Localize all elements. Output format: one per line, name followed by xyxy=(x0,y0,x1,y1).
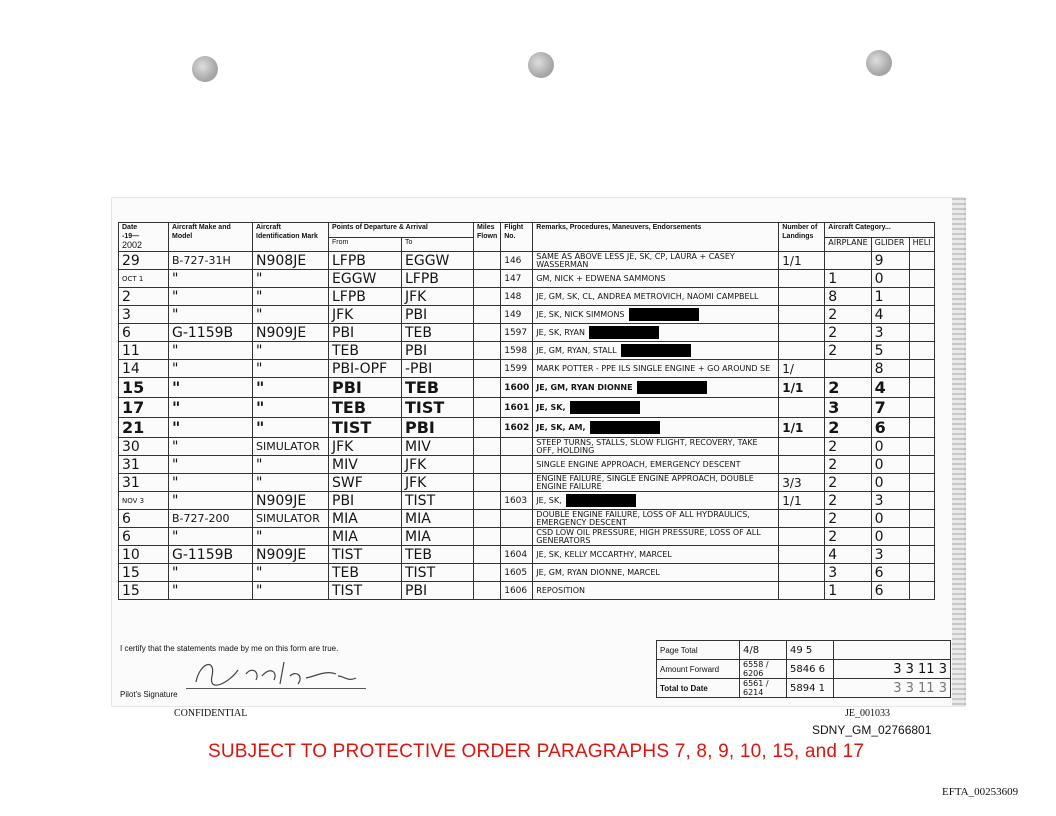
redaction-bar xyxy=(570,401,640,414)
log-miles xyxy=(474,492,501,510)
log-aircraft-make: " xyxy=(169,492,253,510)
log-heli xyxy=(909,474,934,492)
sheet-edge xyxy=(952,198,966,706)
log-row xyxy=(119,418,935,438)
log-landings: 1/1 xyxy=(779,378,825,398)
log-flight-no: 1606 xyxy=(501,582,533,600)
log-aircraft-make: " xyxy=(169,474,253,492)
log-heli xyxy=(909,582,934,600)
log-landings xyxy=(779,528,825,546)
log-remarks: JE, SK, RYAN xyxy=(533,324,779,342)
log-remarks: DOUBLE ENGINE FAILURE, LOSS OF ALL HYDRAULICS, EMERGENCY DESCENT xyxy=(533,510,779,528)
log-to: PBI xyxy=(402,342,474,360)
log-flight-no: 147 xyxy=(501,270,533,288)
log-flight-no: 1600 xyxy=(501,378,533,398)
log-to: TEB xyxy=(402,378,474,398)
log-miles xyxy=(474,528,501,546)
log-aircraft-make: " xyxy=(169,582,253,600)
log-ident-mark: " xyxy=(253,564,329,582)
log-from: TEB xyxy=(329,342,402,360)
log-airplane-tenths: 6 xyxy=(871,582,909,600)
log-landings xyxy=(779,306,825,324)
from-header: From xyxy=(329,237,402,252)
log-aircraft-make: " xyxy=(169,418,253,438)
log-from: TEB xyxy=(329,398,402,418)
log-airplane-hours: 3 xyxy=(825,564,871,582)
log-remarks: JE, GM, SK, CL, ANDREA METROVICH, NAOMI CAMPBELL xyxy=(533,288,779,306)
log-remarks: STEEP TURNS, STALLS, SLOW FLIGHT, RECOVERY, TAKE OFF, HOLDING xyxy=(533,438,779,456)
log-remarks: ENGINE FAILURE, SINGLE ENGINE APPROACH, DOUBLE ENGINE FAILURE xyxy=(533,474,779,492)
log-airplane-hours: 4 xyxy=(825,546,871,564)
log-flight-no: 1603 xyxy=(501,492,533,510)
log-airplane-hours xyxy=(825,252,871,270)
log-date: 3 xyxy=(119,306,169,324)
log-remarks: CSD LOW OIL PRESSURE, HIGH PRESSURE, LOSS OF ALL GENERATORS xyxy=(533,528,779,546)
log-ident-mark: " xyxy=(253,342,329,360)
log-from: PBI xyxy=(329,324,402,342)
log-row xyxy=(119,288,935,306)
log-aircraft-make: " xyxy=(169,306,253,324)
log-from: JFK xyxy=(329,438,402,456)
log-to: PBI xyxy=(402,306,474,324)
log-heli xyxy=(909,270,934,288)
log-to: JFK xyxy=(402,456,474,474)
log-ident-mark: SIMULATOR xyxy=(253,438,329,456)
log-from: LFPB xyxy=(329,288,402,306)
log-date: 17 xyxy=(119,398,169,418)
log-miles xyxy=(474,252,501,270)
log-heli xyxy=(909,456,934,474)
log-flight-no xyxy=(501,510,533,528)
punch-hole-middle xyxy=(528,52,554,78)
log-aircraft-make: B-727-200 xyxy=(169,510,253,528)
log-heli xyxy=(909,418,934,438)
redaction-bar xyxy=(590,421,660,434)
log-heli xyxy=(909,378,934,398)
log-row xyxy=(119,252,935,270)
log-row xyxy=(119,474,935,492)
log-from: TIST xyxy=(329,582,402,600)
log-flight-no: 1602 xyxy=(501,418,533,438)
log-row xyxy=(119,342,935,360)
log-airplane-hours: 8 xyxy=(825,288,871,306)
log-landings xyxy=(779,324,825,342)
log-date: 14 xyxy=(119,360,169,378)
log-heli xyxy=(909,324,934,342)
log-date: 30 xyxy=(119,438,169,456)
log-miles xyxy=(474,270,501,288)
log-heli xyxy=(909,306,934,324)
certify-text: I certify that the statements made by me on this form are true. xyxy=(120,644,339,653)
punch-hole-right xyxy=(866,50,892,76)
log-landings: 1/ xyxy=(779,360,825,378)
log-date: OCT 1 xyxy=(119,270,169,288)
log-aircraft-make: G-1159B xyxy=(169,546,253,564)
log-heli xyxy=(909,398,934,418)
log-airplane-tenths: 1 xyxy=(871,288,909,306)
log-landings: 1/1 xyxy=(779,252,825,270)
log-remarks: JE, GM, RYAN, STALL xyxy=(533,342,779,360)
miles-header: Miles Flown xyxy=(474,223,501,252)
log-airplane-hours: 2 xyxy=(825,438,871,456)
log-ident-mark: " xyxy=(253,270,329,288)
log-miles xyxy=(474,474,501,492)
log-ident-mark: N909JE xyxy=(253,492,329,510)
log-airplane-hours: 1 xyxy=(825,270,871,288)
log-aircraft-make: " xyxy=(169,378,253,398)
log-date: 6 xyxy=(119,324,169,342)
log-row xyxy=(119,546,935,564)
log-from: TIST xyxy=(329,418,402,438)
log-to: LFPB xyxy=(402,270,474,288)
log-landings xyxy=(779,438,825,456)
log-landings xyxy=(779,564,825,582)
log-airplane-hours: 2 xyxy=(825,492,871,510)
log-flight-no: 1601 xyxy=(501,398,533,418)
log-landings xyxy=(779,288,825,306)
log-heli xyxy=(909,288,934,306)
log-aircraft-make: " xyxy=(169,398,253,418)
log-remarks: JE, GM, RYAN DIONNE, MARCEL xyxy=(533,564,779,582)
je-number: JE_001033 xyxy=(845,708,890,719)
log-to: TIST xyxy=(402,492,474,510)
log-flight-no xyxy=(501,456,533,474)
log-airplane-hours: 2 xyxy=(825,528,871,546)
log-remarks: JE, SK, NICK SIMMONS xyxy=(533,306,779,324)
log-remarks: SINGLE ENGINE APPROACH, EMERGENCY DESCENT xyxy=(533,456,779,474)
log-from: JFK xyxy=(329,306,402,324)
log-date: NOV 3 xyxy=(119,492,169,510)
log-to: MIV xyxy=(402,438,474,456)
flight-log-table xyxy=(118,222,935,600)
log-airplane-tenths: 6 xyxy=(871,564,909,582)
log-airplane-hours: 2 xyxy=(825,456,871,474)
log-miles xyxy=(474,378,501,398)
log-miles xyxy=(474,418,501,438)
log-flight-no: 148 xyxy=(501,288,533,306)
category-header: Aircraft Category... xyxy=(825,223,934,238)
log-heli xyxy=(909,438,934,456)
make-header: Aircraft Make and Model xyxy=(169,223,253,252)
log-ident-mark: " xyxy=(253,528,329,546)
log-remarks: GM, NICK + EDWENA SAMMONS xyxy=(533,270,779,288)
log-airplane-tenths: 3 xyxy=(871,324,909,342)
log-from: PBI xyxy=(329,492,402,510)
page-total-row: Page Total 4/8 49 5 xyxy=(657,641,951,660)
log-miles xyxy=(474,306,501,324)
log-heli xyxy=(909,510,934,528)
log-date: 15 xyxy=(119,378,169,398)
log-airplane-hours: 2 xyxy=(825,510,871,528)
log-ident-mark: " xyxy=(253,456,329,474)
log-miles xyxy=(474,564,501,582)
log-from: MIV xyxy=(329,456,402,474)
log-row xyxy=(119,360,935,378)
log-from: TIST xyxy=(329,546,402,564)
log-airplane-hours xyxy=(825,360,871,378)
log-airplane-tenths: 4 xyxy=(871,378,909,398)
log-row xyxy=(119,510,935,528)
log-date: 6 xyxy=(119,510,169,528)
ident-header: Aircraft Identification Mark xyxy=(253,223,329,252)
log-row xyxy=(119,528,935,546)
points-header: Points of Departure & Arrival xyxy=(329,223,474,238)
log-date: 11 xyxy=(119,342,169,360)
log-remarks: SAME AS ABOVE LESS JE, SK, CP, LAURA + CASEY WASSERMAN xyxy=(533,252,779,270)
punch-hole-left xyxy=(192,56,218,82)
log-to: MIA xyxy=(402,510,474,528)
redaction-bar xyxy=(629,308,699,321)
log-to: JFK xyxy=(402,474,474,492)
log-miles xyxy=(474,510,501,528)
log-date: 31 xyxy=(119,474,169,492)
log-miles xyxy=(474,456,501,474)
log-ident-mark: " xyxy=(253,418,329,438)
log-row xyxy=(119,398,935,418)
log-aircraft-make: " xyxy=(169,564,253,582)
log-landings xyxy=(779,510,825,528)
log-date: 2 xyxy=(119,288,169,306)
log-airplane-tenths: 0 xyxy=(871,528,909,546)
log-flight-no xyxy=(501,474,533,492)
log-aircraft-make: G-1159B xyxy=(169,324,253,342)
total-to-date-row: Total to Date 6561 / 6214 5894 1 3 3 11 3 xyxy=(657,679,951,698)
log-date: 10 xyxy=(119,546,169,564)
log-flight-no: 1598 xyxy=(501,342,533,360)
log-airplane-hours: 2 xyxy=(825,418,871,438)
date-header: Date -19— 2002 xyxy=(119,223,169,252)
redaction-bar xyxy=(637,381,707,394)
log-landings: 1/1 xyxy=(779,418,825,438)
log-airplane-tenths: 5 xyxy=(871,342,909,360)
log-airplane-tenths: 8 xyxy=(871,360,909,378)
log-ident-mark: " xyxy=(253,378,329,398)
log-ident-mark: " xyxy=(253,582,329,600)
log-heli xyxy=(909,360,934,378)
log-to: TEB xyxy=(402,324,474,342)
log-from: MIA xyxy=(329,510,402,528)
log-airplane-tenths: 9 xyxy=(871,252,909,270)
redaction-bar xyxy=(566,494,636,507)
log-to: TIST xyxy=(402,398,474,418)
log-flight-no: 1604 xyxy=(501,546,533,564)
landings-header: Number of Landings xyxy=(779,223,825,252)
log-aircraft-make: " xyxy=(169,456,253,474)
log-airplane-hours: 2 xyxy=(825,378,871,398)
log-row xyxy=(119,564,935,582)
pilot-signature xyxy=(186,652,366,689)
log-to: PBI xyxy=(402,418,474,438)
log-airplane-hours: 2 xyxy=(825,306,871,324)
flight-header: Flight No. xyxy=(501,223,533,252)
log-row xyxy=(119,378,935,398)
redaction-bar xyxy=(589,326,659,339)
log-flight-no: 146 xyxy=(501,252,533,270)
log-ident-mark: " xyxy=(253,288,329,306)
log-date: 29 xyxy=(119,252,169,270)
log-heli xyxy=(909,528,934,546)
glider-header: GLIDER xyxy=(871,237,909,252)
log-landings xyxy=(779,456,825,474)
log-from: MIA xyxy=(329,528,402,546)
header-row xyxy=(119,223,935,238)
log-row xyxy=(119,270,935,288)
log-ident-mark: SIMULATOR xyxy=(253,510,329,528)
log-from: TEB xyxy=(329,564,402,582)
log-remarks: JE, SK, KELLY MCCARTHY, MARCEL xyxy=(533,546,779,564)
log-airplane-tenths: 3 xyxy=(871,492,909,510)
redaction-bar xyxy=(621,344,691,357)
log-from: PBI xyxy=(329,378,402,398)
log-ident-mark: " xyxy=(253,474,329,492)
log-from: SWF xyxy=(329,474,402,492)
efta-number: EFTA_00253609 xyxy=(942,786,1019,798)
log-landings: 1/1 xyxy=(779,492,825,510)
log-from: PBI-OPF xyxy=(329,360,402,378)
totals-table xyxy=(656,640,951,698)
log-ident-mark: N909JE xyxy=(253,324,329,342)
log-heli xyxy=(909,546,934,564)
log-airplane-hours: 2 xyxy=(825,474,871,492)
log-row xyxy=(119,438,935,456)
log-airplane-hours: 1 xyxy=(825,582,871,600)
log-landings: 3/3 xyxy=(779,474,825,492)
log-from: EGGW xyxy=(329,270,402,288)
log-heli xyxy=(909,342,934,360)
log-ident-mark: " xyxy=(253,360,329,378)
confidential-stamp: CONFIDENTIAL xyxy=(174,708,248,719)
log-remarks: JE, SK, xyxy=(533,492,779,510)
log-airplane-hours: 2 xyxy=(825,342,871,360)
log-row xyxy=(119,582,935,600)
airplane-header: AIRPLANE xyxy=(825,237,871,252)
log-airplane-tenths: 0 xyxy=(871,438,909,456)
log-heli xyxy=(909,252,934,270)
log-to: MIA xyxy=(402,528,474,546)
log-remarks: JE, SK, AM, xyxy=(533,418,779,438)
log-ident-mark: " xyxy=(253,306,329,324)
log-heli xyxy=(909,492,934,510)
log-date: 21 xyxy=(119,418,169,438)
log-to: TEB xyxy=(402,546,474,564)
log-row xyxy=(119,456,935,474)
log-to: PBI xyxy=(402,582,474,600)
heli-header: HELI xyxy=(909,237,934,252)
log-ident-mark: N909JE xyxy=(253,546,329,564)
log-heli xyxy=(909,564,934,582)
log-airplane-tenths: 4 xyxy=(871,306,909,324)
log-landings xyxy=(779,342,825,360)
log-date: 31 xyxy=(119,456,169,474)
log-remarks: JE, SK, xyxy=(533,398,779,418)
log-remarks: REPOSITION xyxy=(533,582,779,600)
log-flight-no: 149 xyxy=(501,306,533,324)
log-aircraft-make: " xyxy=(169,288,253,306)
log-row xyxy=(119,306,935,324)
log-remarks: JE, GM, RYAN DIONNE xyxy=(533,378,779,398)
log-aircraft-make: " xyxy=(169,342,253,360)
log-aircraft-make: B-727-31H xyxy=(169,252,253,270)
log-landings xyxy=(779,398,825,418)
log-aircraft-make: " xyxy=(169,438,253,456)
log-ident-mark: N908JE xyxy=(253,252,329,270)
log-landings xyxy=(779,546,825,564)
log-airplane-tenths: 0 xyxy=(871,456,909,474)
log-flight-no: 1597 xyxy=(501,324,533,342)
log-airplane-hours: 3 xyxy=(825,398,871,418)
log-aircraft-make: " xyxy=(169,528,253,546)
log-aircraft-make: " xyxy=(169,360,253,378)
log-remarks: MARK POTTER - PPE ILS SINGLE ENGINE + GO AROUND SE xyxy=(533,360,779,378)
log-airplane-tenths: 0 xyxy=(871,510,909,528)
log-airplane-tenths: 6 xyxy=(871,418,909,438)
log-landings xyxy=(779,270,825,288)
log-to: TIST xyxy=(402,564,474,582)
log-to: JFK xyxy=(402,288,474,306)
log-miles xyxy=(474,438,501,456)
log-miles xyxy=(474,324,501,342)
log-miles xyxy=(474,342,501,360)
log-flight-no xyxy=(501,528,533,546)
to-header: To xyxy=(402,237,474,252)
sdny-bates-number: SDNY_GM_02766801 xyxy=(812,723,932,737)
log-from: LFPB xyxy=(329,252,402,270)
log-ident-mark: " xyxy=(253,398,329,418)
log-airplane-tenths: 0 xyxy=(871,270,909,288)
log-miles xyxy=(474,398,501,418)
log-miles xyxy=(474,360,501,378)
log-airplane-tenths: 7 xyxy=(871,398,909,418)
log-airplane-hours: 2 xyxy=(825,324,871,342)
log-flight-no xyxy=(501,438,533,456)
protective-order-notice: SUBJECT TO PROTECTIVE ORDER PARAGRAPHS 7, 8, 9, 10, 15, and 17 xyxy=(208,741,865,762)
log-row xyxy=(119,324,935,342)
log-landings xyxy=(779,582,825,600)
remarks-header: Remarks, Procedures, Maneuvers, Endorsements xyxy=(533,223,779,252)
log-row xyxy=(119,492,935,510)
log-miles xyxy=(474,288,501,306)
log-to: EGGW xyxy=(402,252,474,270)
log-date: 6 xyxy=(119,528,169,546)
log-flight-no: 1605 xyxy=(501,564,533,582)
log-flight-no: 1599 xyxy=(501,360,533,378)
amount-forward-row: Amount Forward 6558 / 6206 5846 6 3 3 11 3 xyxy=(657,660,951,679)
log-date: 15 xyxy=(119,582,169,600)
log-to: -PBI xyxy=(402,360,474,378)
log-miles xyxy=(474,582,501,600)
log-aircraft-make: " xyxy=(169,270,253,288)
log-airplane-tenths: 0 xyxy=(871,474,909,492)
signature-label: Pilot's Signature xyxy=(120,690,178,699)
log-date: 15 xyxy=(119,564,169,582)
log-airplane-tenths: 3 xyxy=(871,546,909,564)
log-miles xyxy=(474,546,501,564)
